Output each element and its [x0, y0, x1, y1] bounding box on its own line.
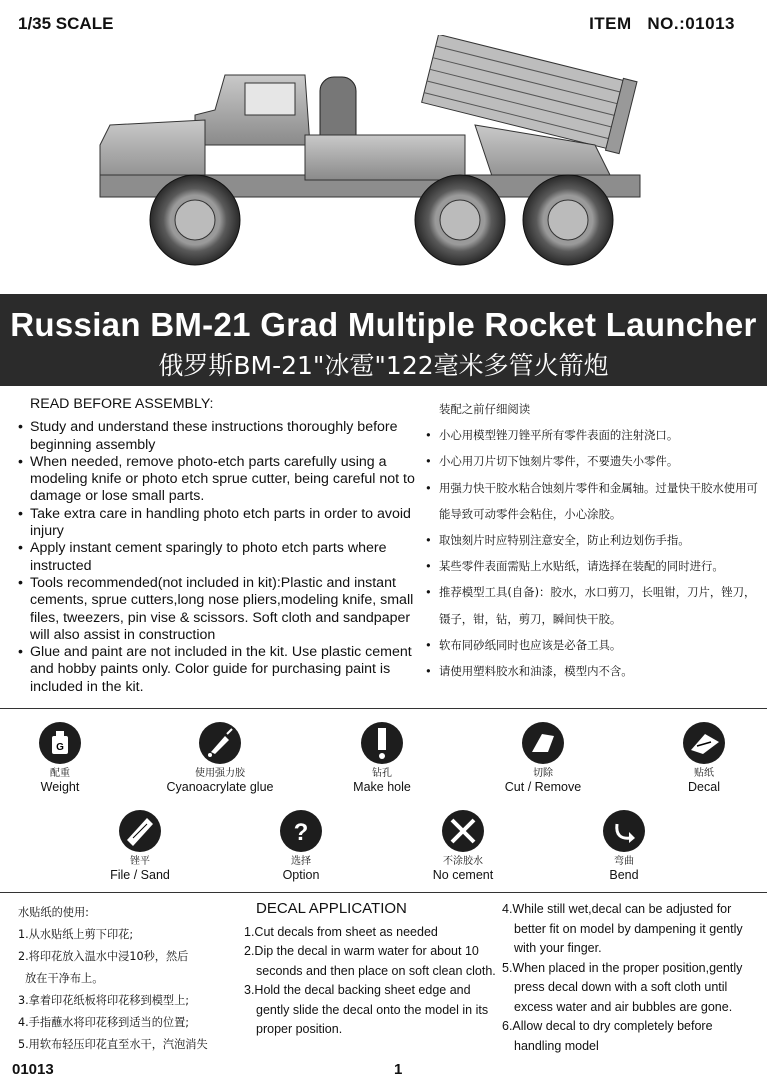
list-item: • 取蚀刻片时应特别注意安全，防止利边划伤手指。: [425, 527, 760, 553]
list-item: • 用强力快干胶水粘合蚀刻片零件和金属轴。过量快干胶水使用可能导致可动零件会粘住，小心涂胶。: [425, 475, 760, 527]
legend-glue: 使用强力胶 Cyanoacrylate glue: [160, 722, 280, 795]
legend-no-cement: 不涂胶水 No cement: [403, 810, 523, 883]
decal-application-continued: [502, 900, 757, 1056]
list-item: • Study and understand these instructions thoroughly before beginning assembly: [18, 419, 418, 454]
no-cement-icon: [442, 810, 484, 852]
scale-label: 1/35 SCALE: [18, 14, 114, 33]
list-item: • 软布同砂纸同时也应该是必备工具。: [425, 632, 760, 658]
svg-text:G: G: [56, 742, 64, 753]
glue-icon: [199, 722, 241, 764]
divider: [0, 892, 767, 893]
list-item: • Glue and paint are not included in the kit. Use plastic cement and hobby paints only. Color guide for purchasing paint is included in the kit.: [18, 644, 418, 696]
list-item: 2.将印花放入温水中浸10秒，然后: [18, 950, 189, 963]
divider: [0, 708, 767, 709]
water-decal-cn-section: [18, 902, 248, 1056]
bend-icon: [603, 810, 645, 852]
list-item: • Tools recommended(not included in kit):Plastic and instant cements, sprue cutters,long nose pliers,modeling knife, small files, tweezers, pin vise & scissors. Soft cloth and sandpaper will also assist in construction: [18, 575, 418, 644]
list-item: 1.Cut decals from sheet as needed: [244, 924, 438, 939]
title-banner: [0, 294, 767, 386]
list-item: 4.While still wet,decal can be adjusted for better fit on model by dampening it gently with your finger.: [502, 902, 743, 955]
item-number: ITEM NO.:01013: [589, 14, 735, 33]
list-item: • Take extra care in handling photo etch parts in order to avoid injury: [18, 506, 418, 541]
legend-bend: 弯曲 Bend: [564, 810, 684, 883]
svg-text:?: ?: [293, 819, 309, 846]
list-item: 5.用软布轻压印花直至水干，汽泡消失: [18, 1038, 208, 1051]
list-item: • 小心用模型锉刀锉平所有零件表面的注射浇口。: [425, 422, 760, 448]
legend-cut: 切除 Cut / Remove: [483, 722, 603, 795]
decal-application-section: [244, 899, 504, 1040]
list-item: • 请使用塑料胶水和油漆，模型内不含。: [425, 658, 760, 684]
list-item: 6.Allow decal to dry completely before handling model: [502, 1019, 713, 1053]
read-before-heading: READ BEFORE ASSEMBLY:: [30, 396, 214, 412]
legend-file: 锉平 File / Sand: [80, 810, 200, 883]
decal-application-heading: DECAL APPLICATION: [256, 900, 407, 917]
list-item: • When needed, remove photo-etch parts carefully using a modeling knife or photo etch sprue cutter, being careful not to damage or lose small parts.: [18, 454, 418, 506]
read-before-cn-section: [425, 396, 760, 684]
list-item: 3.Hold the decal backing sheet edge and gently slide the decal onto the model in its proper position.: [244, 983, 489, 1036]
footer-code: 01013: [12, 1061, 54, 1078]
legend-decal: 贴纸 Decal: [644, 722, 764, 795]
decal-icon: [683, 722, 725, 764]
list-item: 5.When placed in the proper position,gently press decal down with a soft cloth until excess water and air bubbles are gone.: [502, 960, 743, 1014]
legend-option: ? 选择 Option: [241, 810, 361, 883]
list-item: 3.拿着印花纸板将印花移到模型上;: [18, 994, 190, 1007]
file-icon: [119, 810, 161, 852]
title-cn: 俄罗斯BM-21"冰雹"122毫米多管火箭炮: [158, 351, 609, 380]
title-en: Russian BM-21 Grad Multiple Rocket Launcher: [10, 306, 757, 343]
list-item: • 推荐模型工具(自备)：胶水，水口剪刀，长咀钳，刀片，锉刀，镊子，钳，钻，剪刀，瞬间快干胶。: [425, 579, 760, 631]
list-item: • 小心用刀片切下蚀刻片零件，不要遗失小零件。: [425, 448, 760, 474]
page-number: 1: [394, 1061, 403, 1078]
legend-weight: G 配重 Weight: [0, 722, 120, 795]
list-item: 放在干净布上。: [18, 972, 104, 985]
option-icon: [280, 810, 322, 852]
list-item: • 某些零件表面需贴上水贴纸，请选择在装配的同时进行。: [425, 553, 760, 579]
list-item: 1.从水贴纸上剪下印花;: [18, 928, 134, 941]
truck-illustration: [95, 35, 655, 275]
weight-icon: [39, 722, 81, 764]
list-item: • Apply instant cement sparingly to photo etch parts where instructed: [18, 540, 418, 575]
read-before-cn-heading: 装配之前仔细阅读: [439, 402, 531, 416]
drill-icon: [361, 722, 403, 764]
water-decal-heading: 水贴纸的使用:: [18, 906, 89, 919]
list-item: 4.手指蘸水将印花移到适当的位置;: [18, 1016, 190, 1029]
cut-icon: [522, 722, 564, 764]
legend-drill: 钻孔 Make hole: [322, 722, 442, 795]
list-item: 2.Dip the decal in warm water for about 10 seconds and then place on soft clean cloth.: [244, 944, 496, 978]
read-before-section: [18, 396, 418, 696]
